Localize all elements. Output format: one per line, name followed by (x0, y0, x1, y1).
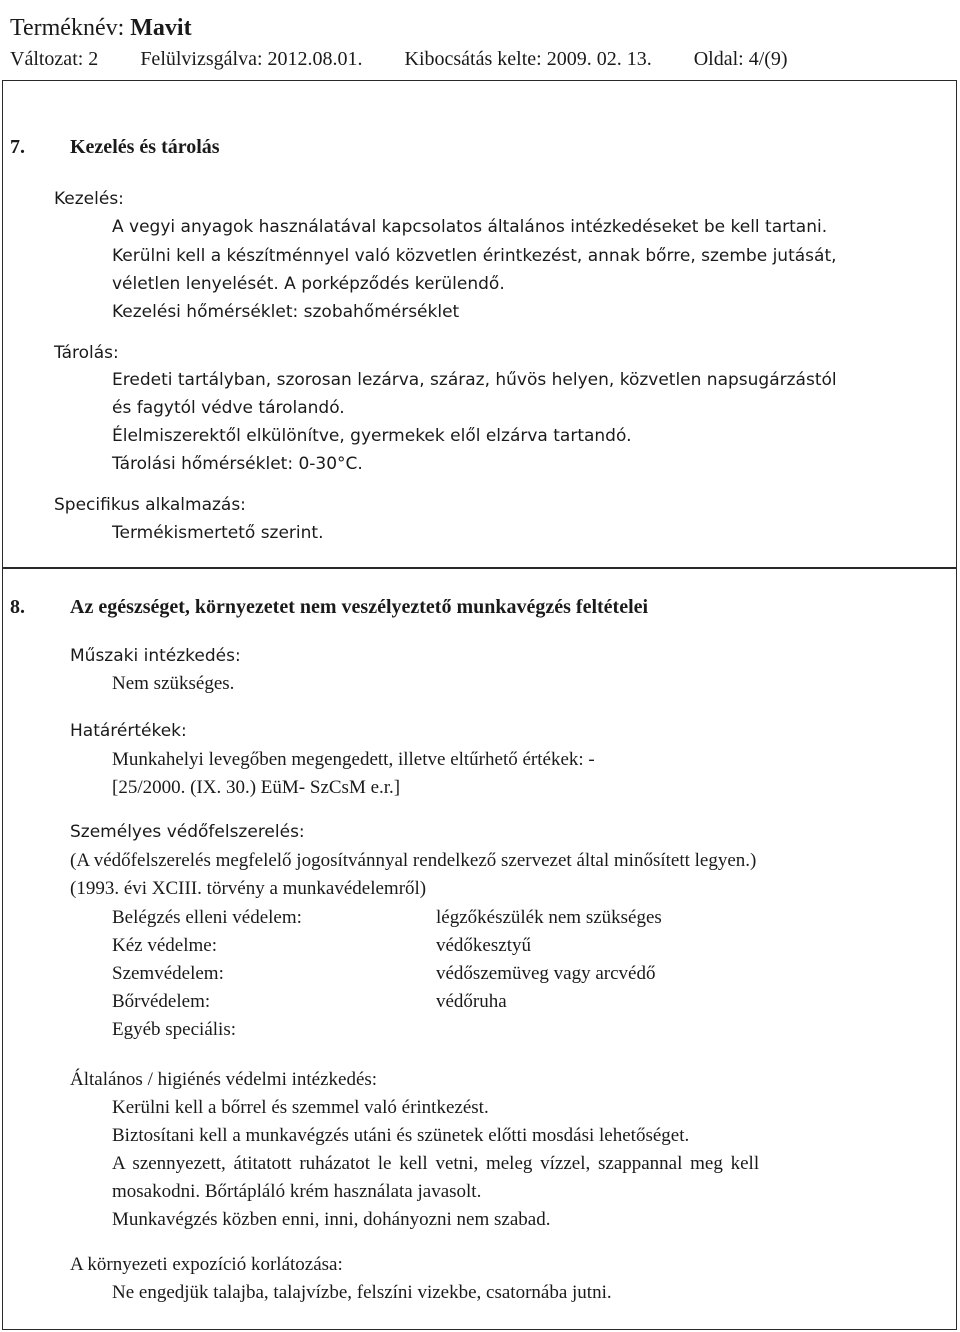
hygiene-line: Munkavégzés közben enni, inni, dohányozni nem szabad. (112, 1209, 551, 1230)
hygiene-line: Kerülni kell a bőrrel és szemmel való érintkezést. (112, 1097, 489, 1118)
ppe-label: Személyes védőfelszerelés: (70, 822, 305, 842)
storage-line: és fagytól védve tárolandó. (112, 398, 345, 418)
ppe-row-value: védőszemüveg vagy arcvédő (436, 963, 656, 984)
storage-label: Tárolás: (54, 343, 119, 363)
environment-label: A környezeti expozíció korlátozása: (70, 1254, 343, 1275)
ppe-row-label: Szemvédelem: (112, 963, 224, 984)
technical-measures-value: Nem szükséges. (112, 673, 235, 694)
storage-line: Eredeti tartályban, szorosan lezárva, száraz, hűvös helyen, közvetlen napsugárzástól (112, 370, 837, 390)
hygiene-line: Biztosítani kell a munkavégzés utáni és szünetek előtti mosdási lehetőséget. (112, 1125, 690, 1146)
product-label: Terméknév: (10, 15, 125, 41)
handling-temperature: Kezelési hőmérséklet: szobahőmérséklet (112, 302, 460, 322)
ppe-row-value: védőkesztyű (436, 935, 531, 956)
hygiene-line: A szennyezett, átitatott ruházatot le kell vetni, meleg vízzel, szappannal meg kell (112, 1153, 760, 1174)
limits-reference: [25/2000. (IX. 30.) EüM- SzCsM e.r.] (112, 777, 401, 798)
ppe-row-label: Bőrvédelem: (112, 991, 211, 1012)
section-7-number: 7. (10, 136, 25, 158)
ppe-law-reference: (1993. évi XCIII. törvény a munkavédelemről) (70, 878, 427, 899)
document-meta (10, 46, 788, 72)
ppe-row-label: Belégzés elleni védelem: (112, 907, 302, 928)
ppe-row-value: légzőkészülék nem szükséges (436, 907, 662, 928)
hygiene-label: Általános / higiénés védelmi intézkedés: (70, 1069, 378, 1090)
specific-use-label: Specifikus alkalmazás: (54, 495, 246, 515)
product-name: Mavit (130, 15, 192, 41)
page-number: Oldal: 4/(9) (693, 48, 788, 70)
ppe-row-value: védőruha (436, 991, 507, 1012)
handling-line: A vegyi anyagok használatával kapcsolatos általános intézkedéseket be kell tartani. (112, 217, 828, 237)
handling-line: véletlen lenyelését. A porképződés kerülendő. (112, 274, 505, 294)
storage-temperature: Tárolási hőmérséklet: 0-30°C. (112, 454, 363, 474)
issue-date: Kibocsátás kelte: 2009. 02. 13. (404, 48, 652, 70)
section-8-title: Az egészséget, környezetet nem veszélyeztető munkavégzés feltételei (70, 596, 649, 618)
environment-value: Ne engedjük talajba, talajvízbe, felszíni vizekbe, csatornába jutni. (112, 1282, 612, 1303)
limits-label: Határértékek: (70, 721, 187, 741)
ppe-row-label: Egyéb speciális: (112, 1019, 236, 1040)
version: Változat: 2 (10, 48, 99, 70)
specific-use-value: Termékismertető szerint. (112, 523, 324, 543)
handling-label: Kezelés: (54, 189, 124, 209)
handling-line: Kerülni kell a készítménnyel való közvetlen érintkezést, annak bőrre, szembe jutását, (112, 246, 837, 266)
limits-line: Munkahelyi levegőben megengedett, illetve eltűrhető értékek: - (112, 749, 595, 770)
technical-measures-label: Műszaki intézkedés: (70, 646, 241, 666)
product-title (10, 14, 192, 42)
section-7-title: Kezelés és tárolás (70, 136, 220, 158)
ppe-row-label: Kéz védelme: (112, 935, 217, 956)
hygiene-line: mosakodni. Bőrtápláló krém használata javasolt. (112, 1181, 482, 1202)
ppe-note: (A védőfelszerelés megfelelő jogosítvánnyal rendelkező szervezet által minősített legyen.) (70, 850, 757, 871)
storage-line: Élelmiszerektől elkülönítve, gyermekek elől elzárva tartandó. (112, 426, 632, 446)
revision-date: Felülvizsgálva: 2012.08.01. (140, 48, 363, 70)
section-8-number: 8. (10, 596, 25, 618)
